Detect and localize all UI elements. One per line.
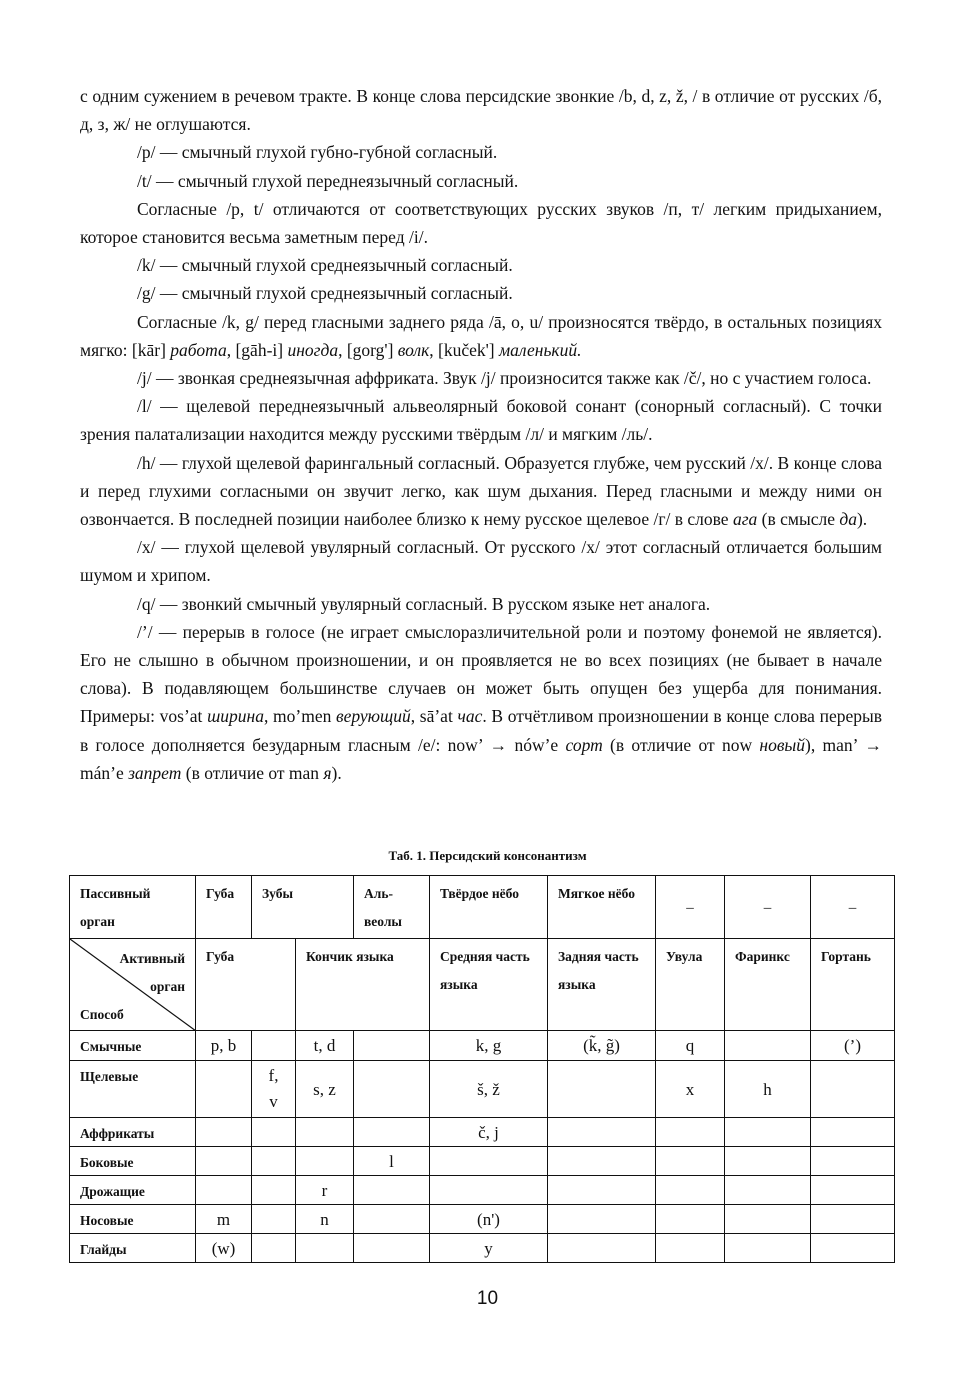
cell-empty [296, 1234, 354, 1263]
row-label-glides: Глайды [70, 1234, 196, 1263]
cell-empty [725, 1147, 811, 1176]
paragraph [80, 392, 882, 448]
text-run: /p/ — смычный глухой губно-губной согласный. [137, 142, 498, 163]
text-run: ). [856, 509, 868, 530]
consonant-table [69, 875, 895, 1263]
cell-empty [354, 1176, 430, 1205]
organ-label: орган [150, 979, 185, 994]
text-run: Согласные /p, t/ отличаются от соответствующих русских звуков /п, т/ легким придыханием, которое становится весьма заметным перед /i/. [80, 198, 882, 248]
text-run: /’/ — перерыв в голосе (не играет смыслоразличительной роли и поэтому фонемой не является). Его не слышно в обычном произношении, и он проявляется не во всех позициях (не бывает в начале слова). В подавляющем большинстве случаев он может быть опущен без ущерба для понимания. Примеры: vos’at [80, 621, 882, 727]
row-label-fricatives: Щелевые [70, 1061, 196, 1118]
passive-lip: Губа [196, 876, 252, 939]
italic-run: работа [170, 339, 227, 360]
cell-empty [354, 1061, 430, 1118]
cell-stops-uvula: q [656, 1031, 725, 1061]
cell-empty [196, 1176, 252, 1205]
table-row [70, 1176, 895, 1205]
cell-empty [725, 1031, 811, 1061]
paragraph [80, 590, 882, 618]
cell-empty [196, 1118, 252, 1147]
italic-run: волк [397, 339, 430, 360]
text-run: (в смысле [757, 509, 840, 530]
cell-trills-tip: r [296, 1176, 354, 1205]
passive-dash-pharynx: – [725, 876, 811, 939]
text-run: /h/ — глухой щелевой фарингальный согласный. Образуется глубже, чем русский /х/. В конце слова и перед глухими согласными он звучит легко, как шум дыхания. Перед гласными и между ними он озвончается. В последней позиции наиболее близко к нему русское щелевое /г/ в слове [80, 452, 882, 530]
cell-empty [811, 1176, 895, 1205]
cell-empty [725, 1234, 811, 1263]
active-label: Активный [119, 951, 185, 966]
italic-run: новый [759, 734, 806, 755]
text-run: , [kuček'] [429, 339, 500, 360]
passive-dash-larynx: – [811, 876, 895, 939]
table-row [70, 1031, 895, 1061]
cell-fricatives-middle: š, ž [430, 1061, 548, 1118]
cell-empty [811, 1061, 895, 1118]
cell-empty [811, 1118, 895, 1147]
cell-affricates-middle: č, j [430, 1118, 548, 1147]
paragraph [80, 138, 882, 166]
paragraph [80, 82, 882, 138]
page-number: 10 [476, 1288, 499, 1309]
method-label: Способ [80, 1007, 124, 1022]
paragraph [80, 618, 882, 787]
text-run: . В отчётливом произношении в конце слова перерыв в голосе дополняется безударным гласным /e/: now’ → nów’e [80, 706, 882, 755]
cell-empty [656, 1234, 725, 1263]
paragraph [80, 279, 882, 307]
cell-empty [656, 1205, 725, 1234]
paragraph [80, 449, 882, 534]
active-tongue-tip: Кончик языка [296, 939, 430, 1031]
cell-fricatives-pharynx: h [725, 1061, 811, 1118]
body-text [80, 82, 882, 787]
active-pharynx: Фаринкс [725, 939, 811, 1031]
table-row [70, 1234, 895, 1263]
active-organ-row [70, 939, 895, 1031]
row-label-laterals: Боковые [70, 1147, 196, 1176]
cell-stops-back: (k̃, g̃) [548, 1031, 656, 1061]
text-run: /g/ — смычный глухой среднеязычный согласный. [137, 283, 513, 304]
passive-soft-palate: Мягкое нёбо [548, 876, 656, 939]
cell-empty [296, 1118, 354, 1147]
cell-empty [548, 1118, 656, 1147]
italic-run: ага [732, 509, 758, 530]
text-run: /t/ — смычный глухой переднеязычный согласный. [137, 170, 519, 191]
diagonal-header-cell [70, 939, 196, 1031]
cell-stops-tip: t, d [296, 1031, 354, 1061]
cell-empty [354, 1205, 430, 1234]
passive-teeth: Зубы [252, 876, 354, 939]
cell-empty [548, 1147, 656, 1176]
cell-nasals-middle: (n') [430, 1205, 548, 1234]
cell-glides-labial: (w) [196, 1234, 252, 1263]
text-run: с одним сужением в речевом тракте. В конце слова персидские звонкие /b, d, z, ž, / в отличие от русских /б, д, з, ж/ не оглушаются. [80, 86, 882, 135]
cell-glides-middle: y [430, 1234, 548, 1263]
active-tongue-back: Задняя часть языка [548, 939, 656, 1031]
cell-nasals-tip: n [296, 1205, 354, 1234]
cell-empty [725, 1118, 811, 1147]
active-lip: Губа [196, 939, 296, 1031]
text-run: , [gāh-i] [226, 339, 288, 360]
active-tongue-middle: Средняя часть языка [430, 939, 548, 1031]
italic-run: маленький. [499, 339, 582, 360]
italic-run: запрет [128, 762, 182, 783]
cell-empty [656, 1176, 725, 1205]
italic-run: иногда [287, 339, 339, 360]
italic-run: да [839, 509, 857, 530]
row-label-stops: Смычные [70, 1031, 196, 1061]
cell-empty [354, 1234, 430, 1263]
text-run: (в отличие от man [181, 762, 324, 783]
cell-empty [252, 1205, 296, 1234]
text-run: /k/ — смычный глухой среднеязычный согласный. [137, 255, 513, 276]
cell-empty [354, 1118, 430, 1147]
cell-empty [725, 1205, 811, 1234]
text-run: /j/ — звонкая среднеязычная аффриката. Звук /j/ произносится также как /č/, но с участием голоса. [137, 368, 872, 389]
text-run: Согласные /k, g/ перед гласными заднего ряда /ā, o, u/ произносятся твёрдо, в остальных позициях мягко: [kār] [80, 311, 882, 360]
italic-run: час [457, 706, 483, 727]
cell-empty [811, 1147, 895, 1176]
text-run: , mo’men [263, 706, 337, 727]
cell-empty [811, 1234, 895, 1263]
passive-organ-label: Пассивный орган [70, 876, 196, 939]
cell-empty [296, 1147, 354, 1176]
passive-dash-uvula: – [656, 876, 725, 939]
text-run: ). [331, 762, 342, 783]
cell-empty [548, 1234, 656, 1263]
passive-organ-row [70, 876, 895, 939]
cell-stops-larynx: (’) [811, 1031, 895, 1061]
cell-empty [252, 1176, 296, 1205]
italic-run: я [323, 762, 332, 783]
cell-empty [811, 1205, 895, 1234]
passive-hard-palate: Твёрдое нёбо [430, 876, 548, 939]
cell-empty [548, 1061, 656, 1118]
cell-empty [430, 1176, 548, 1205]
text-run: , [gorg'] [338, 339, 398, 360]
cell-empty [252, 1147, 296, 1176]
cell-empty [196, 1147, 252, 1176]
cell-stops-labial: p, b [196, 1031, 252, 1061]
paragraph [80, 533, 882, 589]
text-run: , sā’at [410, 706, 458, 727]
text-run: ), man’ → mán’e [80, 734, 882, 783]
active-larynx: Гортань [811, 939, 895, 1031]
italic-run: верующий [336, 706, 411, 727]
cell-empty [430, 1147, 548, 1176]
cell-empty [252, 1234, 296, 1263]
text-run: /x/ — глухой щелевой увулярный согласный. От русского /х/ этот согласный отличается большим шумом и хрипом. [80, 537, 882, 586]
italic-run: сорт [565, 734, 603, 755]
cell-empty [252, 1118, 296, 1147]
text-run: /q/ — звонкий смычный увулярный согласный. В русском языке нет аналога. [137, 593, 711, 614]
cell-laterals-alveolar: l [354, 1147, 430, 1176]
text-run: (в отличие от now [602, 734, 760, 755]
row-label-affricates: Аффрикаты [70, 1118, 196, 1147]
paragraph [80, 364, 882, 392]
paragraph [80, 251, 882, 279]
cell-empty [725, 1176, 811, 1205]
cell-fricatives-teeth [252, 1061, 296, 1118]
cell-empty [656, 1118, 725, 1147]
table-row [70, 1205, 895, 1234]
paragraph [80, 195, 882, 251]
cell-fricatives-teeth-1: f, [268, 1066, 279, 1085]
cell-nasals-labial: m [196, 1205, 252, 1234]
active-uvula: Увула [656, 939, 725, 1031]
cell-empty [656, 1147, 725, 1176]
table-row [70, 1061, 895, 1118]
cell-empty [548, 1176, 656, 1205]
cell-empty [354, 1031, 430, 1061]
cell-empty [548, 1205, 656, 1234]
row-label-trills: Дрожащие [70, 1176, 196, 1205]
paragraph [80, 308, 882, 364]
cell-fricatives-uvula: x [656, 1061, 725, 1118]
cell-empty [252, 1031, 296, 1061]
table-row [70, 1147, 895, 1176]
table-row [70, 1118, 895, 1147]
table-caption: Таб. 1. Персидский консонантизм [388, 848, 587, 863]
passive-alveoli: Аль-веолы [354, 876, 430, 939]
italic-run: ширина [207, 706, 264, 727]
row-label-nasals: Носовые [70, 1205, 196, 1234]
cell-fricatives-tip: s, z [296, 1061, 354, 1118]
paragraph [80, 167, 882, 195]
cell-fricatives-teeth-2: v [269, 1092, 278, 1111]
text-run: /l/ — щелевой переднеязычный альвеолярный боковой сонант (сонорный согласный). С точки зрения палатализации находится между русскими твёрдым /л/ и мягким /ль/. [80, 396, 882, 445]
cell-empty [196, 1061, 252, 1118]
cell-stops-middle: k, g [430, 1031, 548, 1061]
